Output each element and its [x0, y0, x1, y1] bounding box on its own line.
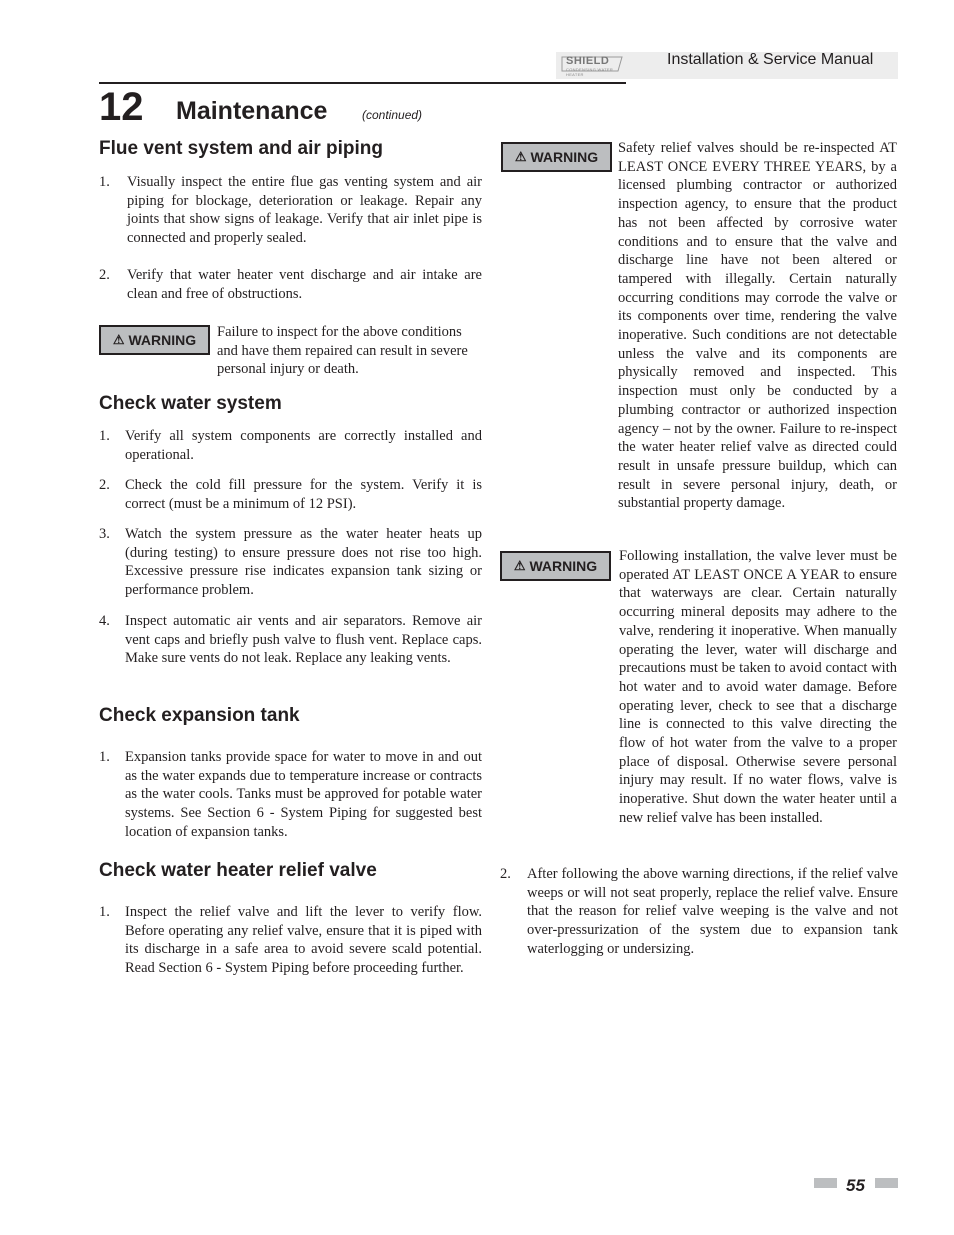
item-text: Expansion tanks provide space for water to move in and out as the water expands due to temperature increase or contracts as the water cools. Tanks must be approved for potable water systems. See Section 6 - System Piping for suggested best location of expansion tanks.	[125, 749, 482, 840]
item-text: Watch the system pressure as the water heater heats up (during testing) to ensure pressure does not rise too high. Excessive pressure rise indicates expansion tank sizing or performance problem.	[125, 526, 482, 599]
item-number: 2.	[99, 267, 110, 283]
warning-triangle-icon: ⚠	[514, 149, 527, 164]
list-item	[500, 865, 898, 959]
section-number: 12	[99, 85, 144, 129]
item-number: 2.	[500, 866, 511, 882]
item-text: After following the above warning directions, if the relief valve weeps or will not seat properly, replace the relief valve. Ensure that the reason for relief valve weeping is the valve and not over-pressurization of the system due to expansion tank waterlogging or undersizing.	[527, 866, 898, 957]
list-item	[99, 903, 482, 978]
item-number: 3.	[99, 526, 110, 542]
section-title: Maintenance	[176, 97, 328, 125]
item-number: 1.	[99, 174, 110, 190]
header-rule	[99, 82, 626, 84]
warning-badge	[501, 142, 612, 172]
item-text: Visually inspect the entire flue gas venting system and air piping for blockage, deterioration or leakage. Repair any joints that show signs of leakage. Verify that air inlet pipe is connected and properly sealed.	[127, 174, 482, 247]
item-text: Verify that water heater vent discharge and air intake are clean and free of obstructions.	[127, 267, 482, 302]
manual-title: Installation & Service Manual	[667, 51, 874, 68]
list-item	[99, 266, 482, 303]
list-item	[99, 173, 482, 248]
item-text: Check the cold fill pressure for the system. Verify it is correct (must be a minimum of 12 PSI).	[125, 477, 482, 512]
warning-badge	[99, 325, 210, 355]
warning-triangle-icon: ⚠	[513, 558, 526, 573]
warning-label: WARNING	[128, 332, 197, 348]
shield-logo	[560, 54, 626, 77]
list-item	[99, 427, 482, 464]
list-item	[99, 748, 482, 842]
warning-text: Following installation, the valve lever must be operated AT LEAST ONCE A YEAR to ensure that waterways are clear. Certain naturally occurring mineral deposits may adhere to the valve, rendering it inoperative. When manually operating the lever, water will discharge and precautions must be taken to avoid contact with hot water and to avoid water damage. Before operating lever, check to see that a discharge line is connected to this valve directing the flow of hot water from the valve to a proper place of disposal. Otherwise severe personal injury may result. If no water flows, valve is inoperative. Shut down the water heater until a new relief valve has been installed.	[619, 548, 897, 826]
item-text: Verify all system components are correctly installed and operational.	[125, 428, 482, 463]
continued-label: (continued)	[362, 108, 423, 122]
logo-text: SHIELD	[566, 55, 610, 67]
water-system-heading: Check water system	[99, 393, 282, 414]
list-item	[99, 612, 482, 668]
item-number: 1.	[99, 428, 110, 444]
list-item	[99, 476, 482, 513]
item-text: Inspect the relief valve and lift the lever to verify flow. Before operating any relief valve, ensure that it is piped with its discharge in a safe area to avoid severe scald potential. Read Section 6 - System Piping before proceeding further.	[125, 904, 482, 977]
warning-triangle-icon: ⚠	[112, 332, 125, 347]
item-number: 1.	[99, 749, 110, 765]
warning-text: Safety relief valves should be re-inspected AT LEAST ONCE EVERY THREE YEARS, by a licensed plumbing contractor or authorized inspection agency, to ensure that the product has not been affected by corrosive water conditions and to ensure that the valve and discharge line have not been altered or tampered with illegally. Certain naturally occurring conditions may corrode the valve or its components over time, rendering the valve inoperative. Such conditions are not detectable unless the valve and its components are physically removed and inspected. This inspection must only be conducted by a plumbing contractor or authorized inspection agency – not by the owner. Failure to re-inspect the water heater relief valve as directed could result in unsafe pressure buildup, which can result in severe personal injury, death, or substantial property damage.	[618, 140, 897, 512]
item-number: 1.	[99, 904, 110, 920]
page-number-bar-right	[875, 1178, 898, 1188]
page-number-bar-left	[814, 1178, 837, 1188]
warning-label: WARNING	[529, 558, 598, 574]
item-text: Inspect automatic air vents and air separators. Remove air vent caps and briefly push valve to flush vent. Replace caps. Make sure vents do not leak. Replace any leaking vents.	[125, 613, 482, 667]
item-number: 4.	[99, 613, 110, 629]
item-number: 2.	[99, 477, 110, 493]
warning-label: WARNING	[530, 149, 599, 165]
list-item	[99, 525, 482, 600]
warning-text: Failure to inspect for the above conditions and have them repaired can result in severe personal injury or death.	[217, 324, 468, 378]
expansion-heading: Check expansion tank	[99, 705, 300, 726]
page-number: 55	[846, 1176, 865, 1195]
flue-heading: Flue vent system and air piping	[99, 138, 384, 159]
relief-heading: Check water heater relief valve	[99, 860, 377, 881]
logo-subtext: CONDENSING WATER HEATER	[566, 67, 614, 77]
warning-badge	[500, 551, 611, 581]
